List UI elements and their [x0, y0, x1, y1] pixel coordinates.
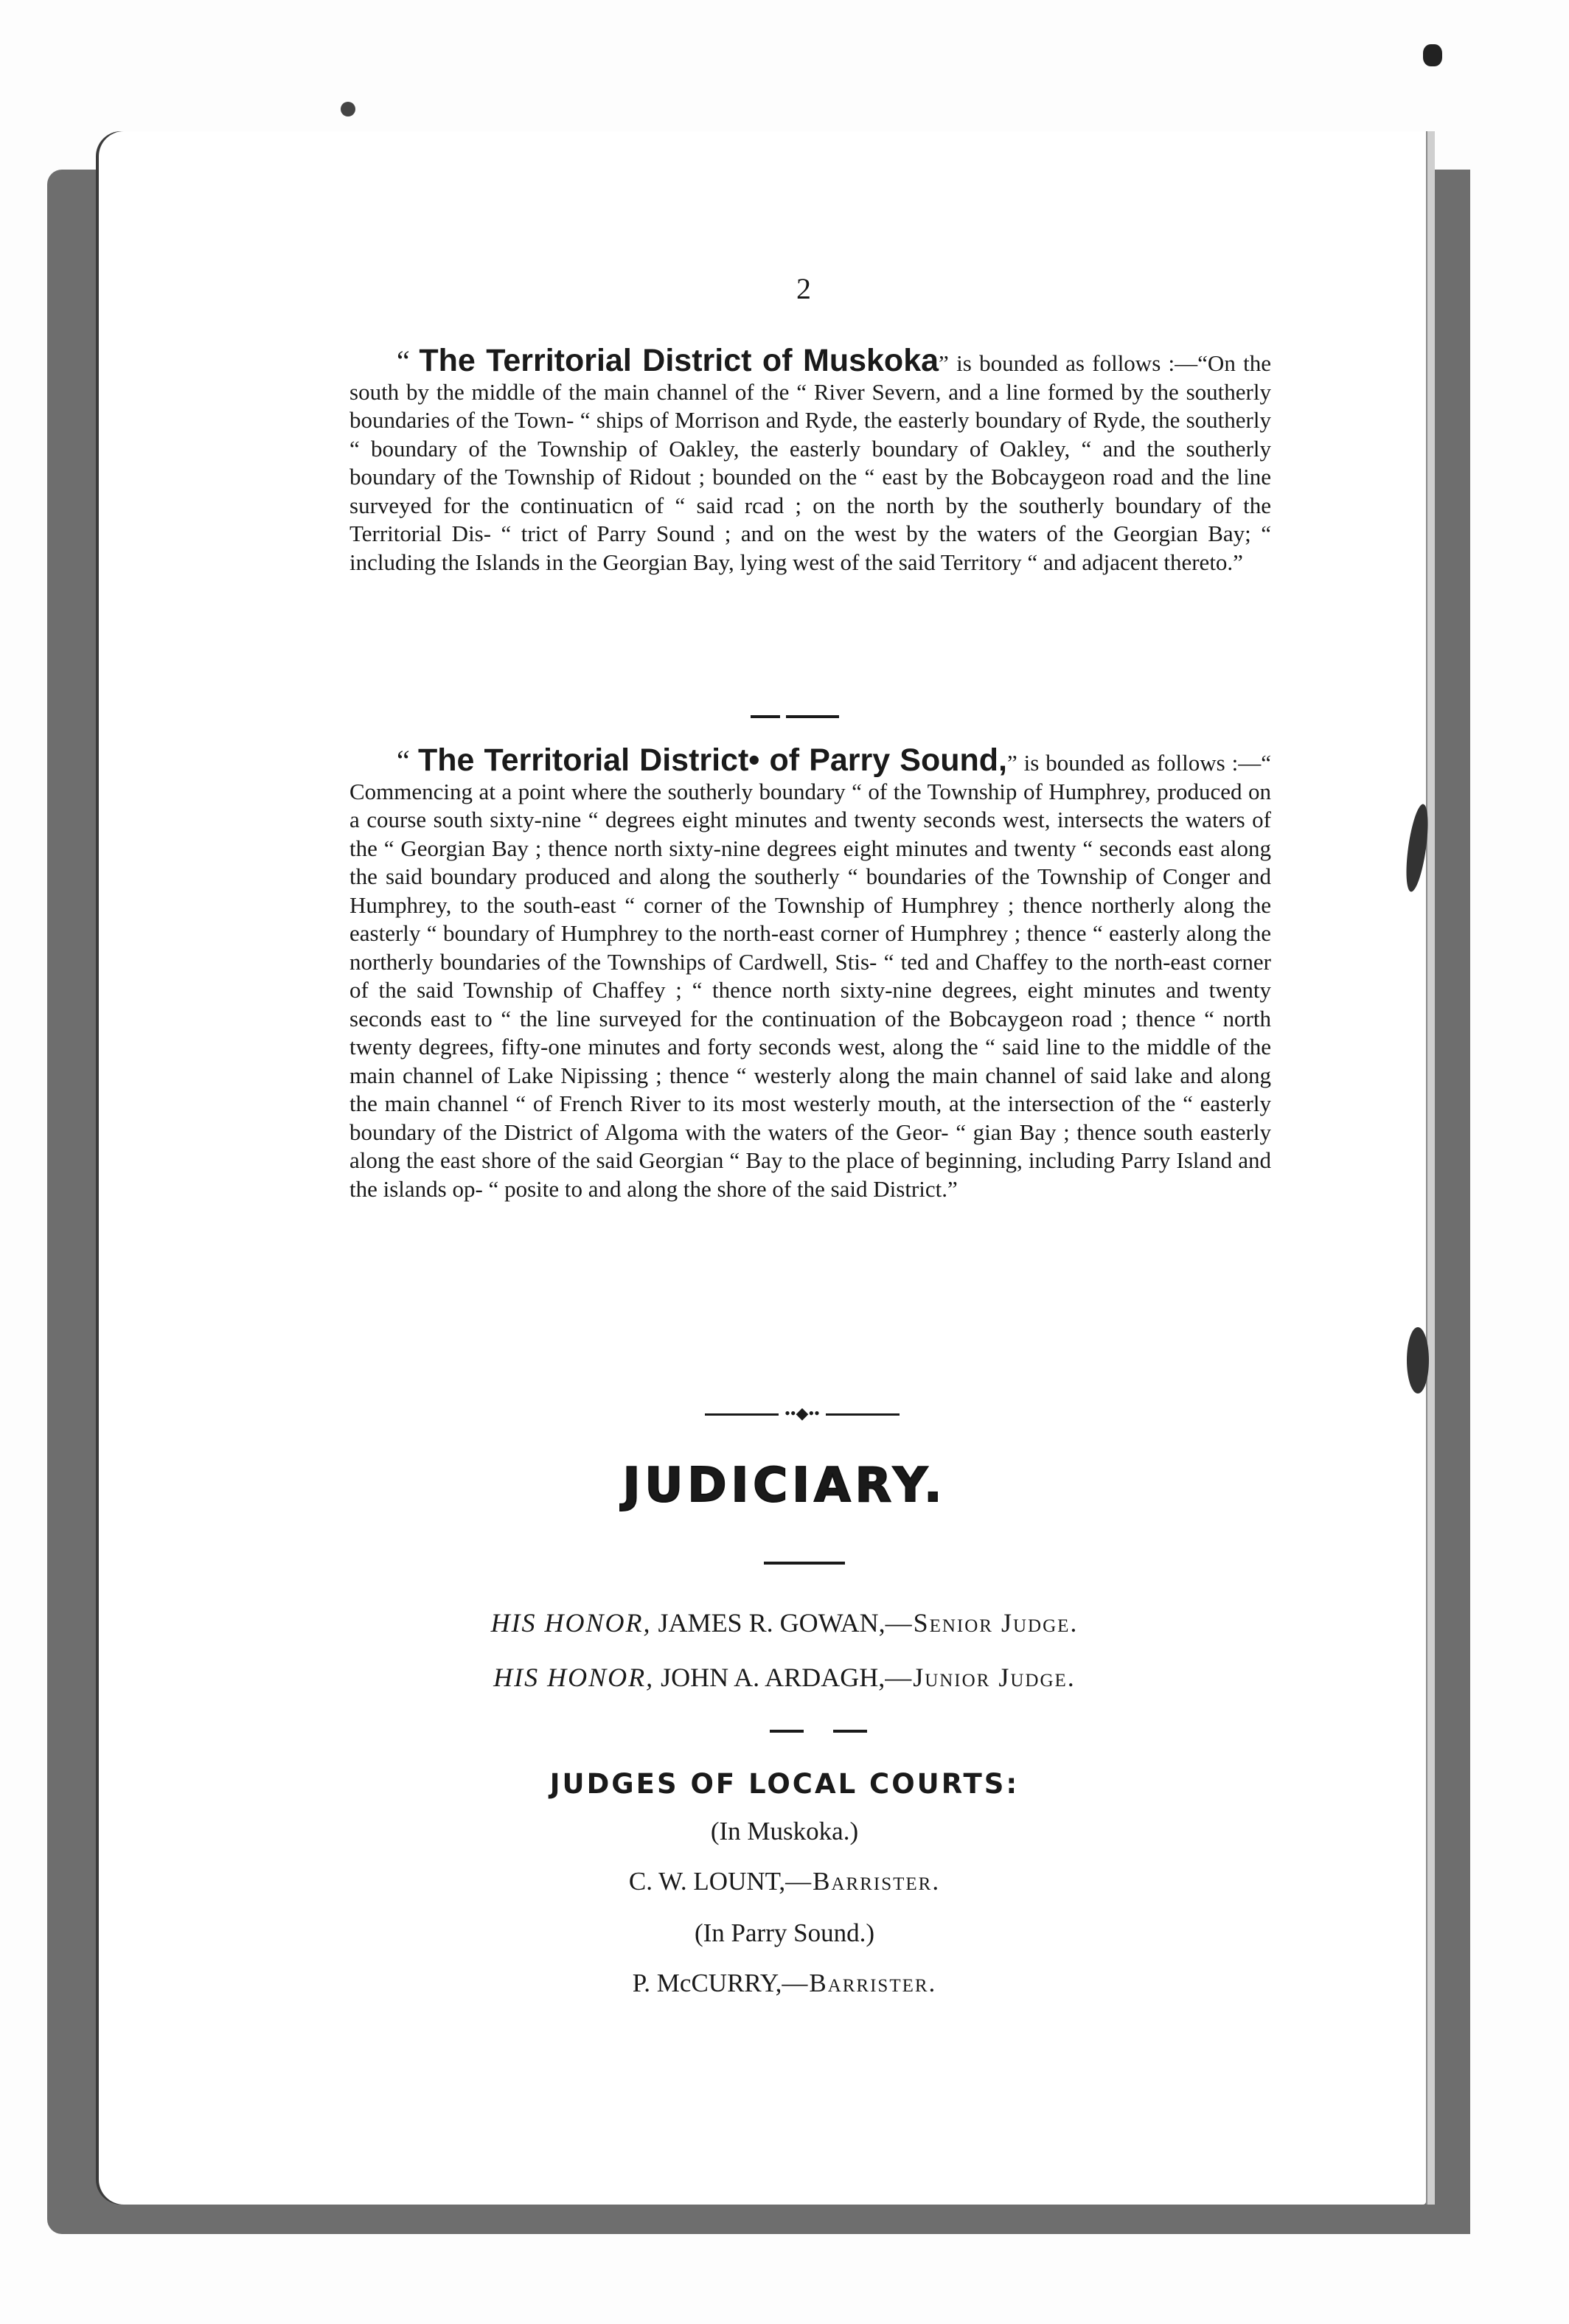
- parry-sound-text: [349, 742, 1271, 1203]
- parry-sound-paragraph: [349, 742, 1271, 1203]
- muskoka-text: [349, 343, 1271, 577]
- muskoka-court-judge: [0, 1867, 1569, 1896]
- ornament-rule-right: [826, 1413, 900, 1416]
- separator-dash: [786, 715, 839, 718]
- senior-judge-title: —Senior Judge.: [885, 1608, 1079, 1638]
- scan-speck: [1407, 1327, 1429, 1394]
- parry-sound-title: The Territorial District• of Parry Sound,: [417, 742, 1007, 778]
- muskoka-paragraph: [349, 343, 1271, 577]
- muskoka-title: The Territorial District of Muskoka: [419, 343, 939, 378]
- parry-sound-open-quote: “: [397, 744, 418, 777]
- scan-speck: [1423, 44, 1442, 66]
- judiciary-underline: [764, 1562, 845, 1565]
- junior-judge-honor: HIS HONOR,: [493, 1663, 655, 1692]
- judiciary-heading: JUDICIARY.: [622, 1458, 947, 1513]
- muskoka-body: ” is bounded as follows :—“On the south by the middle of the main channel of the “ River Severn, and a line formed by the southerly boundaries of the Town- “ ships of Morrison and Ryde, the easterly boundary of Ryde, the southerly “ boundary of the Township of Oakley, the easterly boundary of Oakley, “ and the southerly boundary of the Township of Ridout ; bounded on the “ east by the Bobcaygeon road and the line surveyed for the continuaticn of “ said rcad ; on the north by the southerly boundary of the Territorial Dis- “ trict of Parry Sound ; and on the west by the waters of the Georgian Bay; “ including the Islands in the Georgian Bay, lying west of the said Territory “ and adjacent thereto.”: [349, 350, 1271, 575]
- parry-sound-court-label: (In Parry Sound.): [695, 1918, 874, 1947]
- local-courts-heading: JUDGES OF LOCAL COURTS:: [549, 1768, 1020, 1800]
- separator-dash: [770, 1730, 804, 1733]
- separator-dash: [751, 715, 780, 718]
- junior-judge-line: [0, 1662, 1569, 1693]
- muskoka-court-judge-name: C. W. LOUNT,: [628, 1867, 786, 1896]
- muskoka-open-quote: “: [397, 344, 420, 378]
- scan-speck: [341, 102, 355, 116]
- muskoka-court-label: (In Muskoka.): [710, 1817, 859, 1845]
- parry-sound-body: ” is bounded as follows :—“ Commencing at a point where the southerly boundary “ of the Township of Humphrey, produced on a course south sixty-nine “ degrees eight minutes and twenty seconds west, intersects the waters of the “ Georgian Bay ; thence north sixty-nine degrees eight minutes and twenty “ seconds east along the said boundary produced and along the southerly “ boundaries of the Township of Conger and Humphrey, to the south-east “ corner of the Township of Humphrey ; thence northerly along the easterly “ boundary of Humphrey to the north-east corner of Humphrey ; thence “ easterly along the northerly boundaries of the Townships of Cardwell, Stis- “ ted and Chaffey to the north-east corner of the said Township of Chaffey ; “ thence north sixty-nine degrees, eight minutes and twenty seconds east to “ the line surveyed for the continuation of the Bobcaygeon road ; thence “ north twenty degrees, fifty-one minutes and forty seconds west, along the “ said line to the middle of the main channel of Lake Nipissing ; thence “ westerly along the main channel of said lake and along the main channel “ of French River to its most westerly mouth, at the intersection of the “ easterly boundary of the District of Algoma with the waters of the Geor- “ gian Bay ; thence south easterly along the east shore of the said Georgian “ Bay to the place of beginning, including Parry Island and the islands op- “ posite to and along the shore of the said District.”: [349, 750, 1271, 1202]
- page-number: 2: [796, 272, 811, 305]
- senior-judge-line: [0, 1607, 1569, 1638]
- parry-sound-court-judge-name: P. McCURRY,: [632, 1969, 782, 1997]
- ornament-rule-left: [705, 1413, 779, 1416]
- parry-sound-court-judge-title: —Barrister.: [782, 1969, 937, 1997]
- senior-judge-name: JAMES R. GOWAN,: [658, 1608, 886, 1638]
- parry-sound-court-judge: [0, 1969, 1569, 1998]
- muskoka-court-judge-title: —Barrister.: [785, 1867, 941, 1896]
- junior-judge-name: JOHN A. ARDAGH,: [661, 1663, 886, 1692]
- ornament-center: ••◆••: [784, 1404, 820, 1422]
- senior-judge-honor: HIS HONOR,: [490, 1608, 652, 1638]
- junior-judge-title: —Junior Judge.: [885, 1663, 1076, 1692]
- separator-dash: [833, 1730, 867, 1733]
